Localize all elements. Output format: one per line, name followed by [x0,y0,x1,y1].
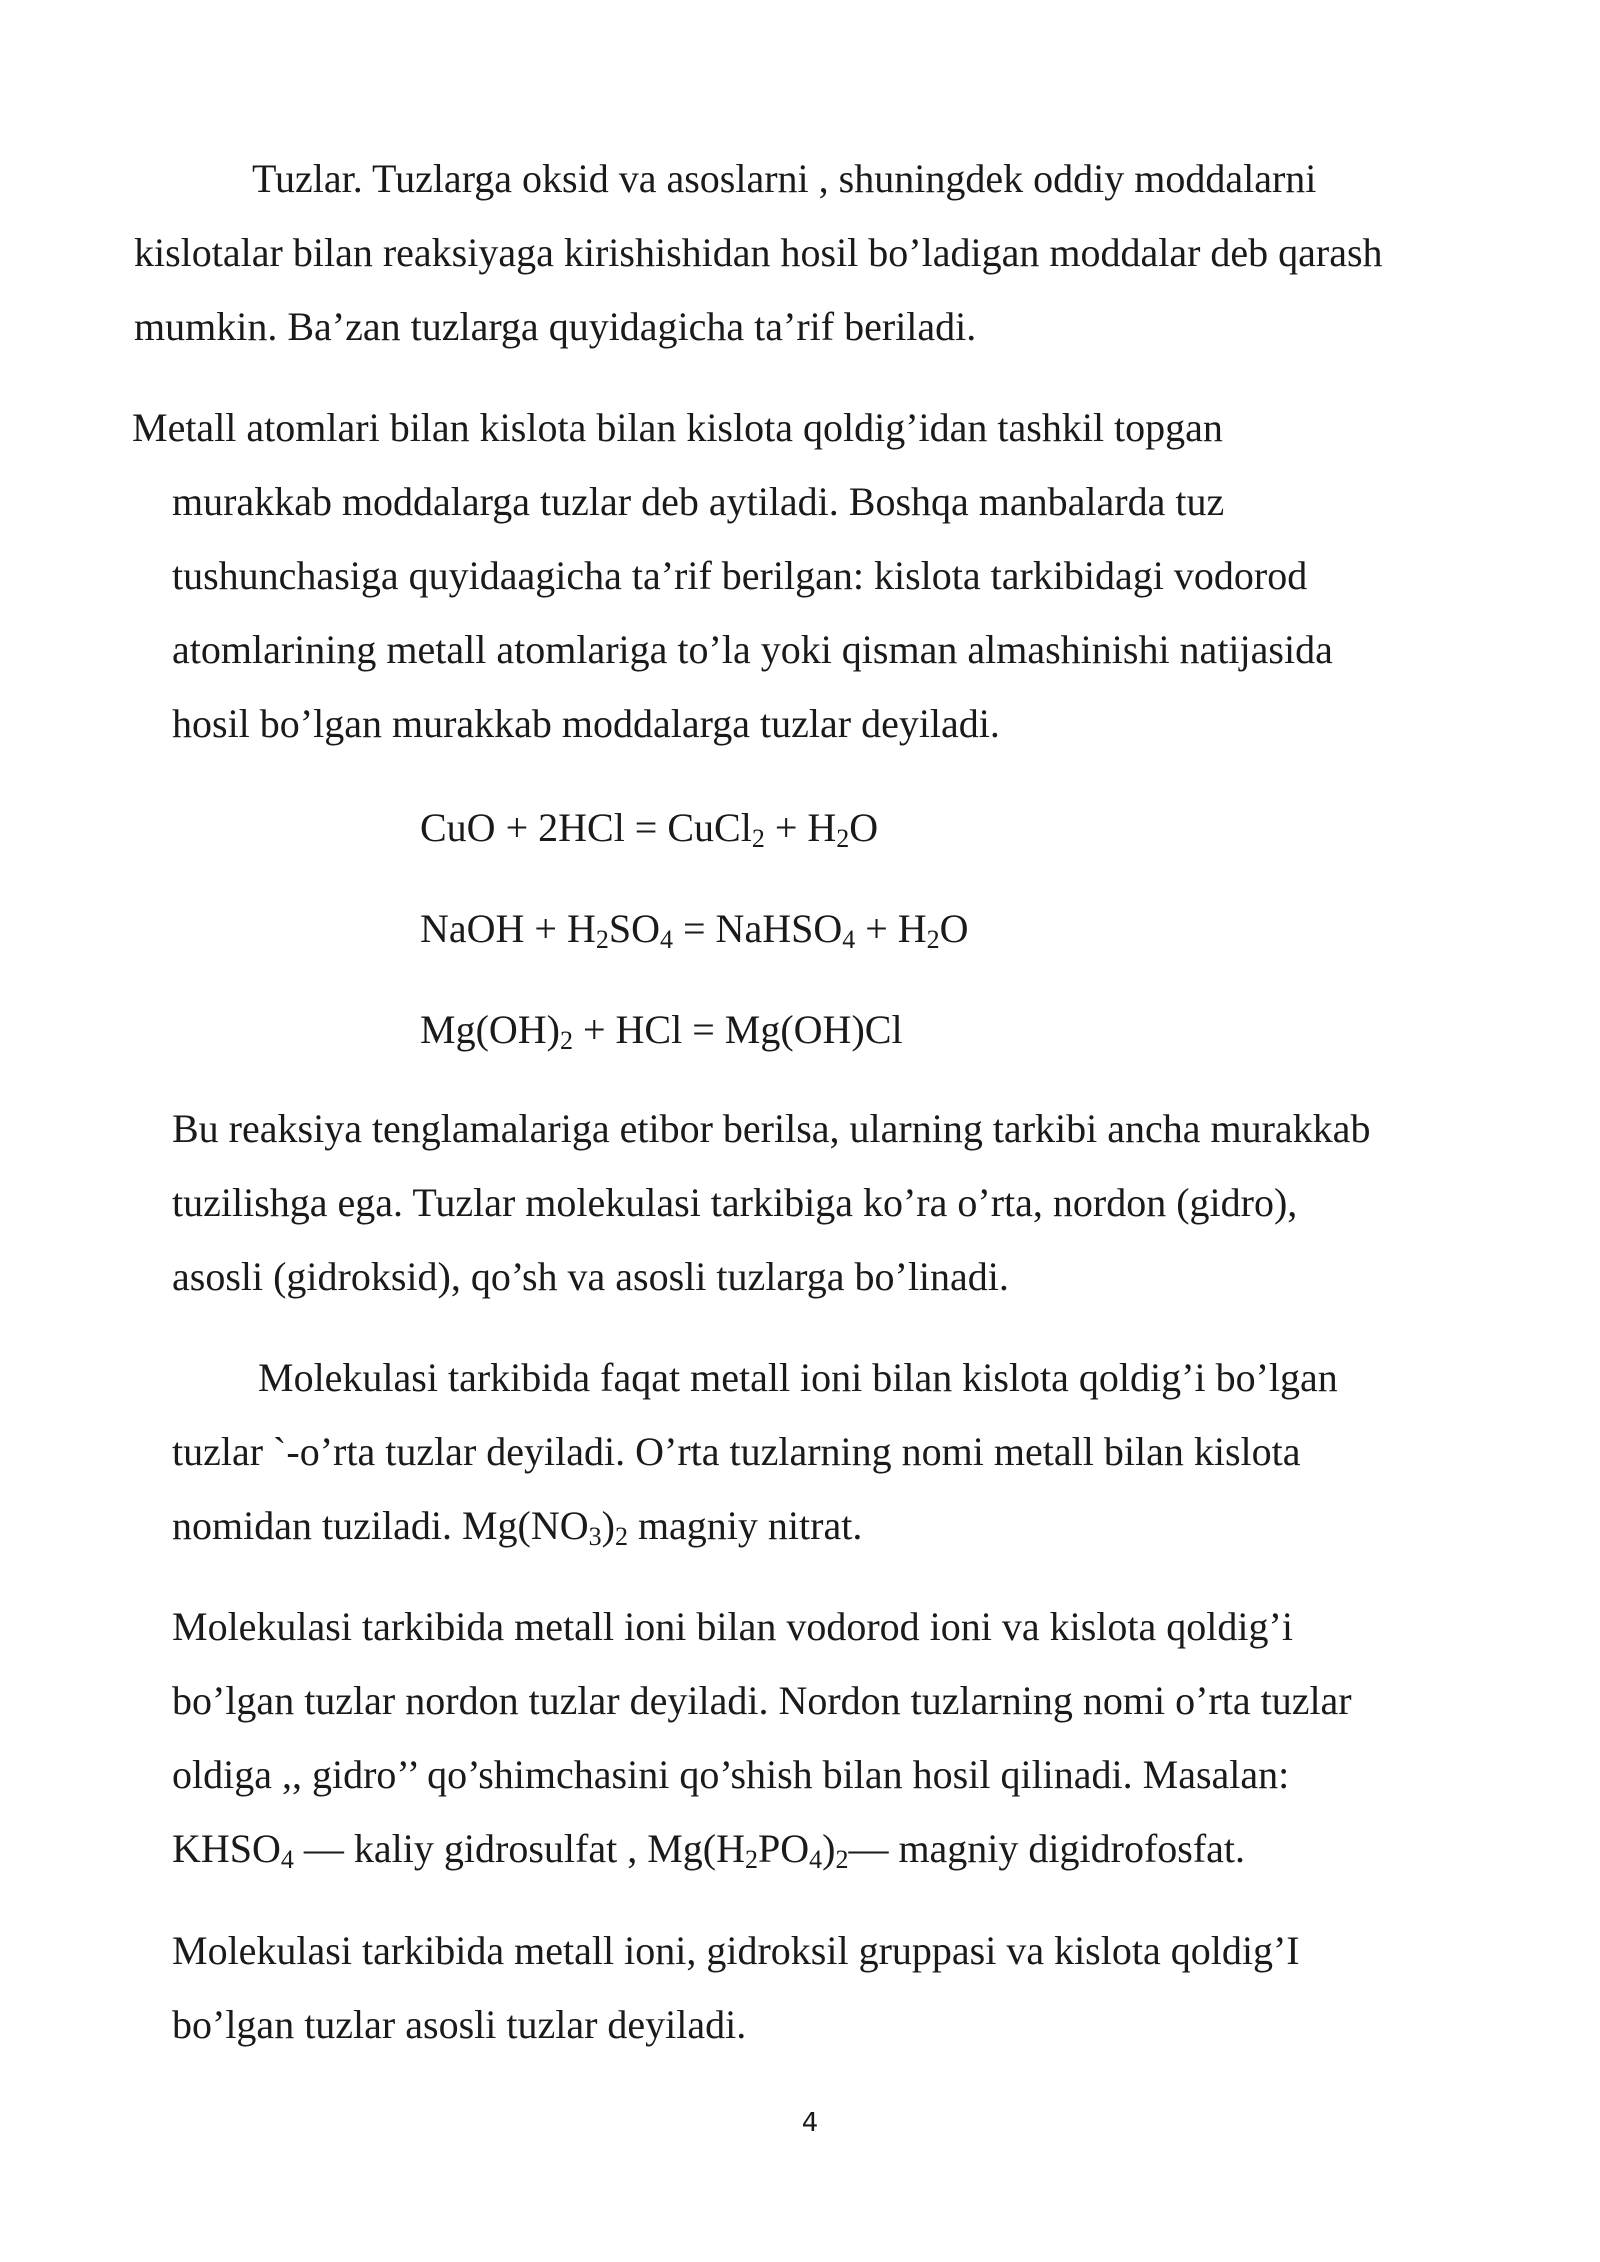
text-line: Bu reaksiya tenglamalariga etibor berilsa, ularning tarkibi ancha murakkab [172,1106,1371,1151]
subscript: 4 [660,925,673,954]
equation-text: = NaHSO [673,906,843,951]
equation-cuo-hcl [420,791,878,865]
text-line: hosil bo’lgan murakkab moddalarga tuzlar deyiladi. [172,701,1000,746]
subscript: 4 [842,925,856,954]
equation-text: SO [608,906,660,951]
equation-text: O [849,805,879,850]
text-line: Molekulasi tarkibida metall ioni, gidroksil gruppasi va kislota qoldig’I [172,1928,1300,1973]
paragraph-nordon-tuzlar [172,1590,1352,1886]
text-line: Tuzlar. Tuzlarga oksid va asoslarni , shuningdek oddiy moddalarni [252,156,1317,201]
equation-text: O [939,906,969,951]
text-fragment: ) [601,1503,615,1548]
equation-text: + H [855,906,927,951]
text-fragment: nomidan tuziladi. Mg(NO [172,1503,589,1548]
paragraph-asosli-tuzlar [172,1914,1300,2062]
text-line: bo’lgan tuzlar nordon tuzlar deyiladi. Nordon tuzlarning nomi o’rta tuzlar [172,1678,1352,1723]
text-fragment: ) [822,1826,836,1871]
text-line: mumkin. Ba’zan tuzlarga quyidagicha ta’rif beriladi. [134,304,977,349]
text-line: murakkab moddalarga tuzlar deb aytiladi. Boshqa manbalarda tuz [172,479,1225,524]
text-line: Metall atomlari bilan kislota bilan kislota qoldig’idan tashkil topgan [132,405,1223,450]
equation-text: CuO + 2HCl = CuCl [420,805,752,850]
equation-text: NaOH + H [420,906,596,951]
text-line: tushunchasiga quyidaagicha ta’rif berilgan: kislota tarkibidagi vodorod [172,553,1308,598]
subscript: 4 [809,1845,823,1874]
subscript: 2 [614,1522,628,1551]
equation-text: + H [764,805,837,850]
text-line [172,1812,1352,1886]
subscript: 4 [280,1845,294,1874]
paragraph-classification [172,1092,1370,1314]
equation-mgoh2-hcl [420,993,903,1067]
subscript: 2 [751,824,765,853]
text-fragment: KHSO [172,1826,281,1871]
paragraph-orta-tuzlar [172,1341,1338,1563]
text-line: tuzlar `-o’rta tuzlar deyiladi. O’rta tuzlarning nomi metall bilan kislota [172,1429,1301,1474]
equation-text: + HCl = Mg(OH)Cl [572,1007,903,1052]
paragraph-definition [132,391,1333,761]
subscript: 2 [836,824,850,853]
text-line: tuzilishga ega. Tuzlar molekulasi tarkibiga ko’ra o’rta, nordon (gidro), [172,1180,1298,1225]
subscript: 2 [595,925,609,954]
text-line: asosli (gidroksid), qo’sh va asosli tuzlarga bo’linadi. [172,1254,1009,1299]
subscript: 2 [926,925,940,954]
text-fragment: magniy nitrat. [627,1503,863,1548]
text-line: kislotalar bilan reaksiyaga kirishishidan hosil bo’ladigan moddalar deb qarash [134,230,1383,275]
subscript: 2 [835,1845,849,1874]
text-line: Molekulasi tarkibida faqat metall ioni bilan kislota qoldig’i bo’lgan [258,1355,1338,1400]
text-line: bo’lgan tuzlar asosli tuzlar deyiladi. [172,2002,747,2047]
subscript: 2 [559,1026,573,1055]
text-fragment: PO [757,1826,810,1871]
equation-text: Mg(OH) [420,1007,560,1052]
text-line: atomlarining metall atomlariga to’la yoki qisman almashinishi natijasida [172,627,1333,672]
subscript: 2 [744,1845,758,1874]
paragraph-tuzlar-intro [134,142,1383,364]
page-number: 4 [801,2108,819,2138]
text-fragment: — kaliy gidrosulfat , Mg(H [293,1826,745,1871]
equation-naoh-h2so4 [420,892,969,966]
text-fragment: — magniy digidrofosfat. [848,1826,1246,1871]
text-line [172,1489,1338,1563]
text-line: Molekulasi tarkibida metall ioni bilan vodorod ioni va kislota qoldig’i [172,1604,1293,1649]
subscript: 3 [588,1522,602,1551]
text-line: oldiga ,, gidro’’ qo’shimchasini qo’shish bilan hosil qilinadi. Masalan: [172,1752,1290,1797]
